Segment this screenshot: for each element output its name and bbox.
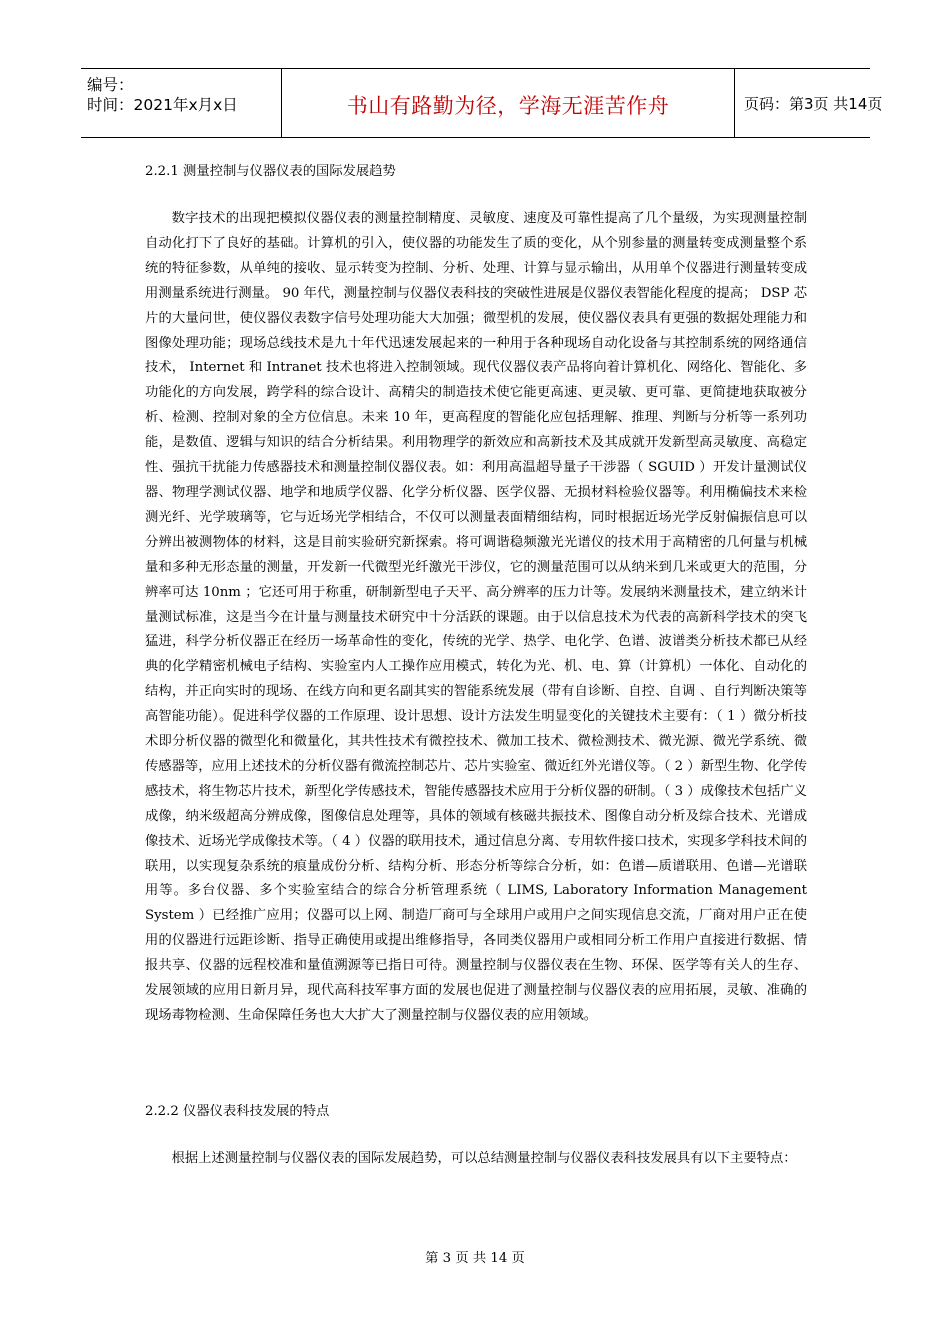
header-motto-cell bbox=[281, 69, 735, 137]
header-motto: 书山有路勤为径，学海无涯苦作舟 bbox=[346, 94, 670, 118]
document-time-label: 时间：2021年x月x日 bbox=[87, 96, 238, 114]
page-footer: 第 3 页 共 14 页 bbox=[425, 1251, 525, 1266]
section-paragraph-2-2-2: 根据上述测量控制与仪器仪表的国际发展趋势，可以总结测量控制与仪器仪表科技发展具有以下主要特点： bbox=[171, 1151, 797, 1166]
section-heading-2-2-1: 2.2.1 测量控制与仪器仪表的国际发展趋势 bbox=[145, 164, 396, 179]
document-number-label: 编号： bbox=[87, 76, 134, 94]
header-page-code: 页码：第3页 共14页 bbox=[744, 95, 883, 113]
page-header bbox=[81, 68, 883, 138]
section-paragraph-2-2-1: 数字技术的出现把模拟仪器仪表的测量控制精度、灵敏度、速度及可靠性提高了几个量级，为实现测量控制自动化打下了良好的基础。计算机的引入，使仪器的功能发生了质的变化，从个别参量的测量转变成测量整个系统的特征参数，从单纯的接收、显示转变为控制、分析、处理、计算与显示输出，从用单个仪器进行测量转变成用测量系统进行测量。 90 年代，测量控制与仪器仪表科技的突破性进展是仪器仪表智能化程度的提高； DSP 芯片的大量问世，使仪器仪表数字信号处理功能大大加强；微型机的发展，使仪器仪表具有更强的数据处理能力和图像处理功能；现场总线技术是九十年代迅速发展起来的一种用于各种现场自动化设备与其控制系统的网络通信技术， Internet 和 Intranet 技术也将进入控制领域。现代仪器仪表产品将向着计算机化、网络化、智能化、多功能化的方向发展，跨学科的综合设计、高精尖的制造技术使它能更高速、更灵敏、更可靠、更简捷地获取被分析、检测、控制对象的全方位信息。未来 10 年，更高程度的智能化应包括理解、推理、判断与分析等一系列功能，是数值、逻辑与知识的结合分析结果。利用物理学的新效应和高新技术及其成就开发新型高灵敏度、高稳定性、强抗干扰能力传感器技术和测量控制仪器仪表。如：利用高温超导量子干涉器（ SGUID ）开发计量测试仪器、物理学测试仪器、地学和地质学仪器、化学分析仪器、医学仪器、无损材料检验仪器等。利用椭偏技术来检测光纤、光学玻璃等，它与近场光学相结合，不仅可以测量表面精细结构，同时根据近场光学反射偏振信息可以分辨出被测物体的材料，这是目前实验研究新探索。将可调谐稳频激光光谱仪的技术用于高精密的几何量与机械量和多种无形态量的测量，开发新一代微型光纤激光干涉仪，它的测量范围可以从纳米到几米或更大的范围，分辨率可达 10nm ；它还可用于称重，研制新型电子天平、高分辨率的压力计等。发展纳米测量技术，建立纳米计量测试标准，这是当今在计量与测量技术研究中十分活跃的课题。由于以信息技术为代表的高新科学技术的突飞猛进，科学分析仪器正在经历一场革命性的变化，传统的光学、热学、电化学、色谱、波谱类分析技术都已从经典的化学精密机械电子结构、实验室内人工操作应用模式，转化为光、机、电、算（计算机）一体化、自动化的结构，并正向实时的现场、在线方向和更名副其实的智能系统发展（带有自诊断、自控、自调 、自行判断决策等高智能功能）。促进科学仪器的工作原理、设计思想、设计方法发生明显变化的关键技术主要有：（ 1 ）微分析技术即分析仪器的微型化和微量化，其共性技术有微控技术、微加工技术、微检测技术、微光源、微光学系统、微传感器等，应用上述技术的分析仪器有微流控制芯片、芯片实验室、微近红外光谱仪等。（ 2 ）新型生物、化学传感技术，将生物芯片技术，新型化学传感技术，智能传感器技术应用于分析仪器的研制。（ 3 ）成像技术包括广义成像，纳米级超高分辨成像，图像信息处理等，具体的领域有核磁共振技术、图像自动分析及综合技术、光谱成像技术、近场光学成像技术等。（ 4 ）仪器的联用技术，通过信息分离、专用软件接口技术，实现多学科技术间的联用，以实现复杂系统的痕量成份分析、结构分析、形态分析等综合分析，如：色谱—质谱联用、色谱—光谱联用等。多台仪器、多个实验室结合的综合分析管理系统（ LIMS, Laboratory Information Management System ）已经推广应用；仪器可以上网、制造厂商可与全球用户或用户之间实现信息交流，厂商对用户正在使用的仪器进行远距诊断、指导正确使用或提出维修指导，各同类仪器用户或相同分析工作用户直接进行数据、情报共享、仪器的远程校准和量值溯源等已指日可待。测量控制与仪器仪表在生物、环保、医学等有关人的生存、发展领域的应用日新月异，现代高科技军事方面的发展也促进了测量控制与仪器仪表的应用拓展，灵敏、准确的现场毒物检测、生命保障任务也大大扩大了测量控制与仪器仪表的应用领域。 bbox=[145, 211, 807, 1023]
header-page-cell bbox=[734, 69, 883, 137]
section-heading-2-2-2: 2.2.2 仪器仪表科技发展的特点 bbox=[145, 1104, 330, 1119]
header-info-cell bbox=[81, 69, 281, 137]
